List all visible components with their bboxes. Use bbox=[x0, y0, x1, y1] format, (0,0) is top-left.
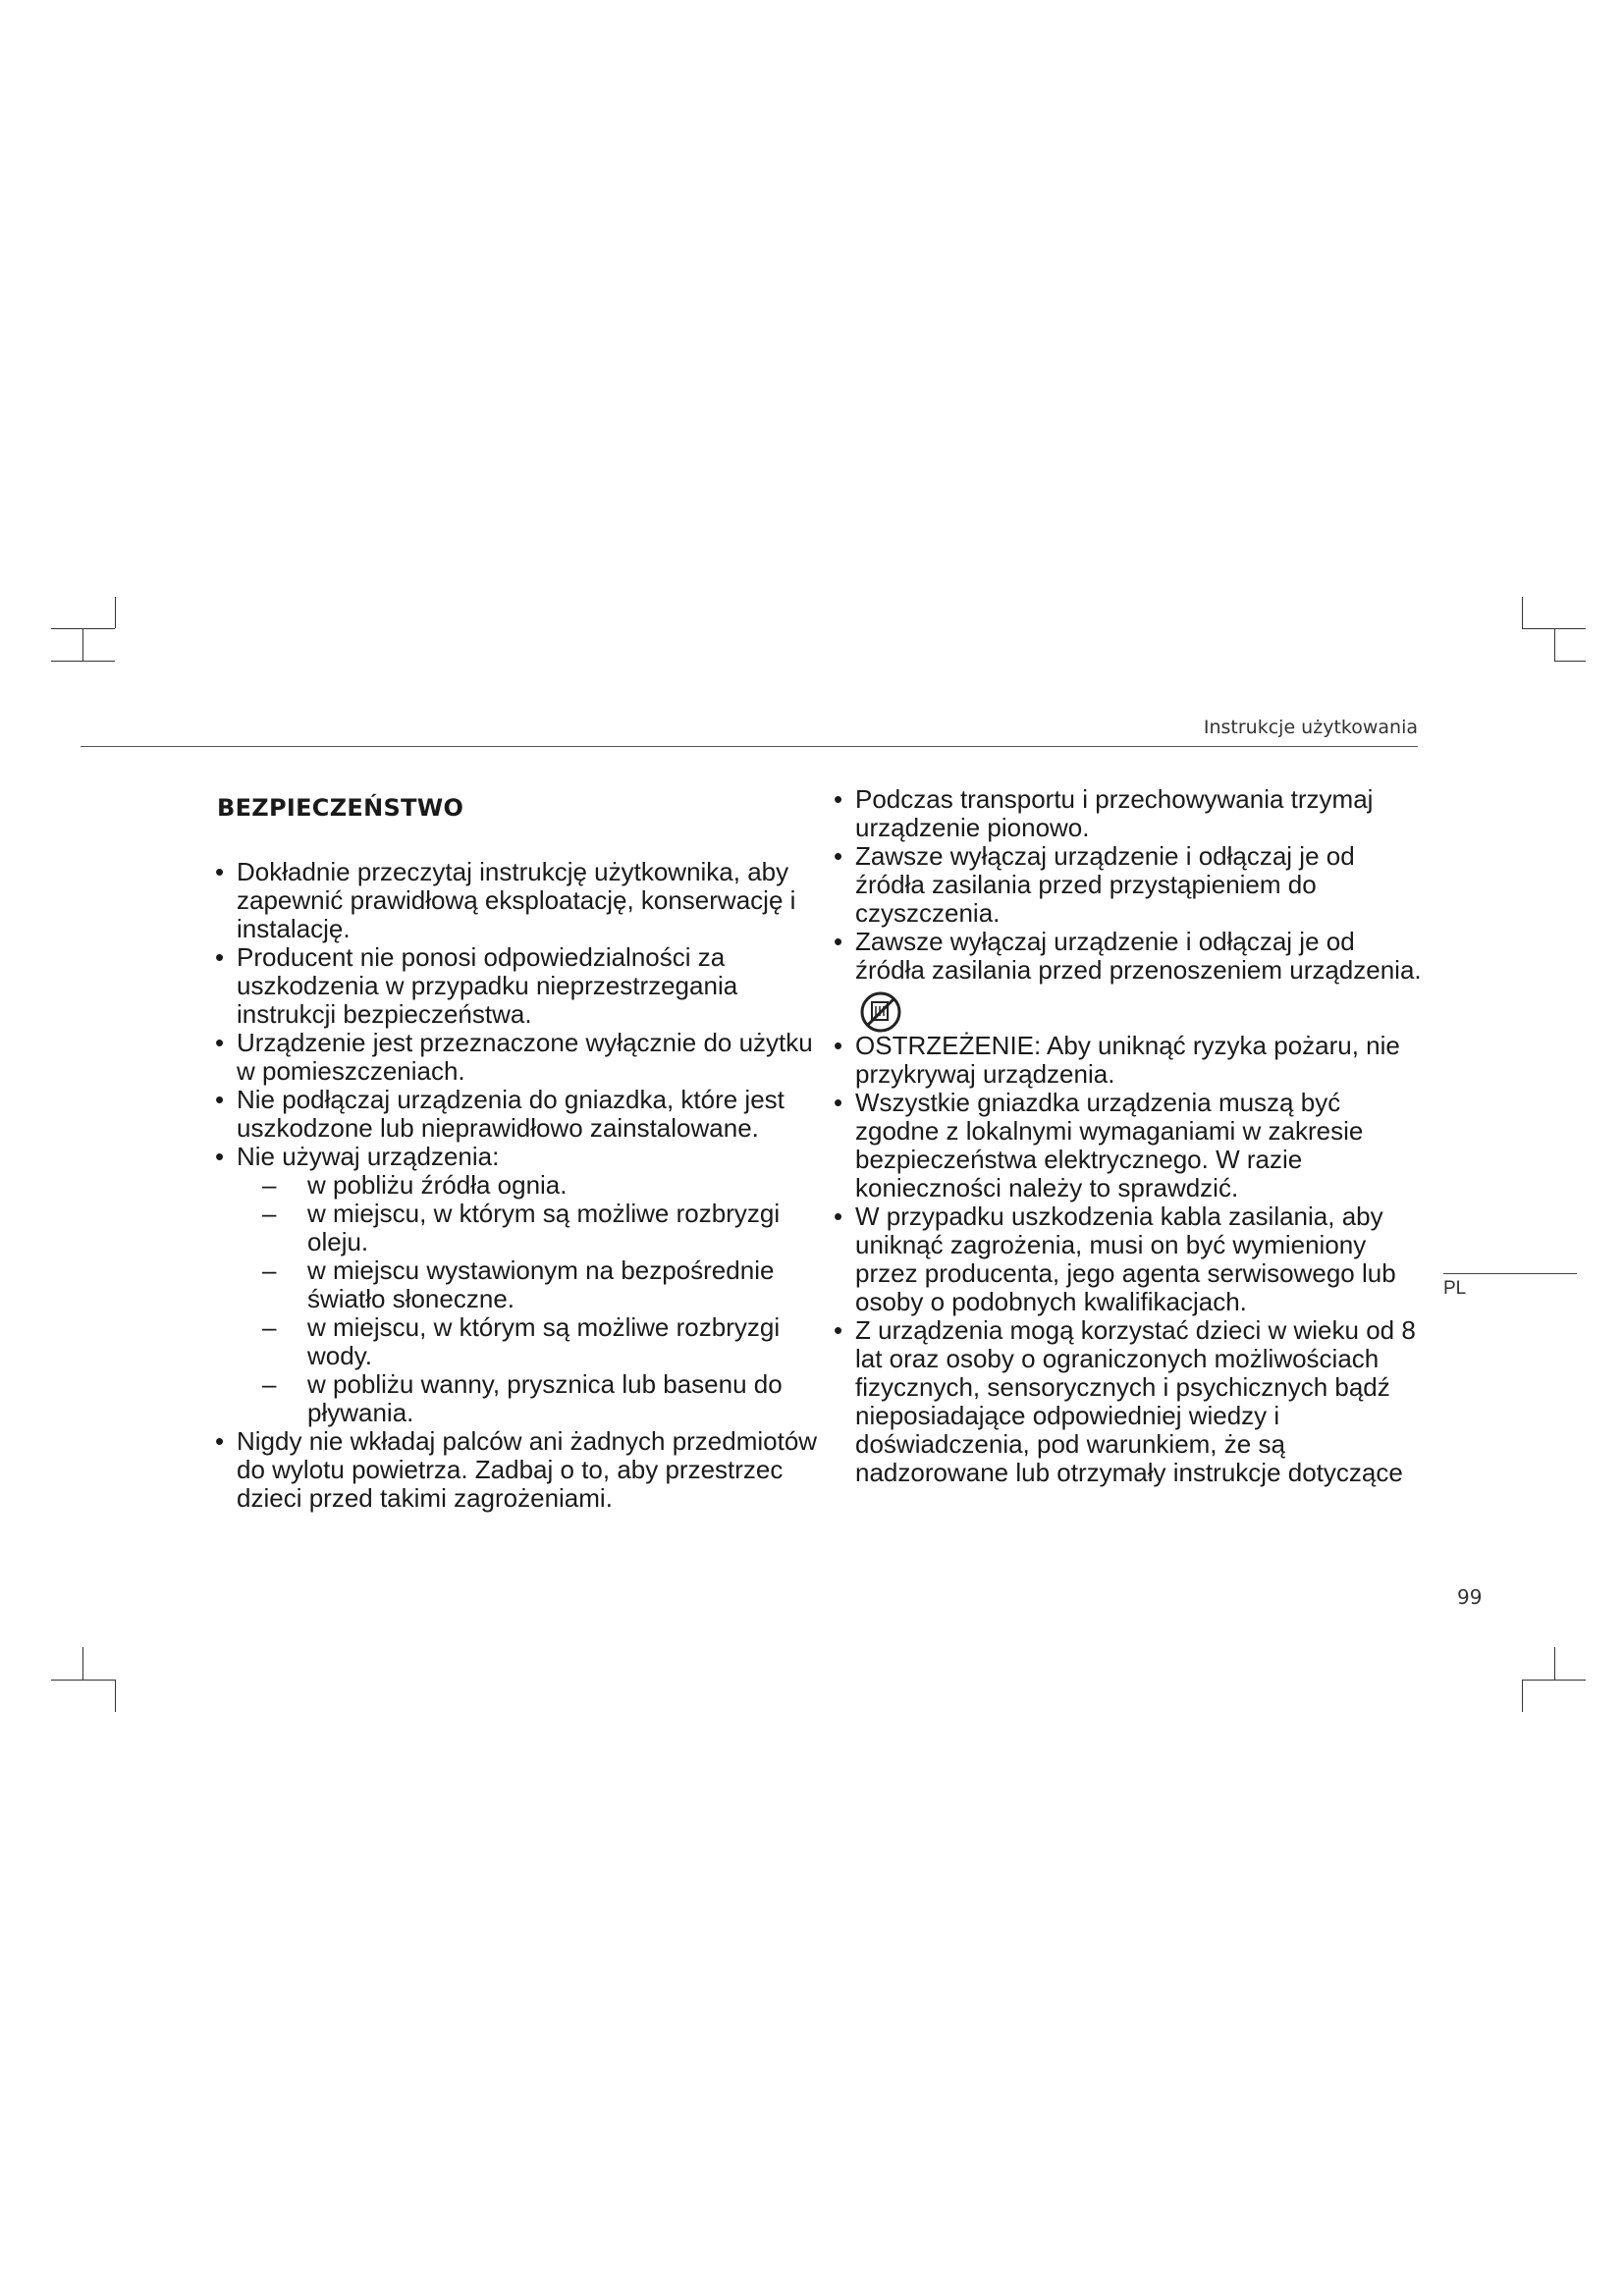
header-divider bbox=[81, 746, 1418, 747]
language-tab: PL bbox=[1443, 1273, 1577, 1300]
crop-mark bbox=[51, 661, 115, 662]
crop-mark bbox=[1554, 628, 1555, 662]
list-item: • Dokładnie przeczytaj instrukcję użytkownika, aby zapewnić prawidłową eksploatację, konserwację i instalację. bbox=[211, 858, 820, 943]
list-item-text: Nie używaj urządzenia: bbox=[237, 1142, 500, 1171]
section-title: BEZPIECZEŃSTWO bbox=[217, 794, 464, 822]
list-item bbox=[211, 1143, 820, 1427]
list-item: • Producent nie ponosi odpowiedzialności za uszkodzenia w przypadku nieprzestrzegania instrukcji bezpieczeństwa. bbox=[211, 943, 820, 1029]
sub-list-item: – w pobliżu źródła ognia. bbox=[262, 1171, 820, 1200]
list-item: • Urządzenie jest przeznaczone wyłącznie do użytku w pomieszczeniach. bbox=[211, 1029, 820, 1086]
list-item: • Nie podłączaj urządzenia do gniazdka, które jest uszkodzone lub nieprawidłowo zainstalowane. bbox=[211, 1086, 820, 1143]
list-item: • Z urządzenia mogą korzystać dzieci w wieku od 8 lat oraz osoby o ograniczonych możliwościach fizycznych, sensorycznych i psychicznych bądź nieposiadające odpowiedniej wiedzy i doświadczenia, pod warunkiem, że są nadzorowane lub otrzymały instrukcje dotyczące bbox=[830, 1316, 1429, 1487]
safety-list-right bbox=[830, 785, 1429, 985]
sub-list-item: – w miejscu, w którym są możliwe rozbryzgi wody. bbox=[262, 1313, 820, 1370]
left-column bbox=[211, 785, 820, 1513]
sub-list-item: – w miejscu, w którym są możliwe rozbryzgi oleju. bbox=[262, 1200, 820, 1256]
list-item: • Nigdy nie wkładaj palców ani żadnych przedmiotów do wylotu powietrza. Zadbaj o to, aby przestrzec dzieci przed takimi zagrożeniami. bbox=[211, 1427, 820, 1513]
right-column bbox=[830, 785, 1429, 1487]
crop-mark bbox=[82, 1647, 83, 1680]
list-item: • Zawsze wyłączaj urządzenie i odłączaj je od źródła zasilania przed przenoszeniem urządzenia. bbox=[830, 928, 1429, 985]
list-item: • W przypadku uszkodzenia kabla zasilania, aby uniknąć zagrożenia, musi on być wymieniony przez producenta, jego agenta serwisowego lub osoby o podobnych kwalifikacjach. bbox=[830, 1202, 1429, 1316]
crop-mark bbox=[1522, 1680, 1523, 1712]
crop-mark bbox=[51, 1680, 115, 1681]
crop-mark bbox=[115, 1680, 116, 1712]
crop-mark bbox=[1522, 1680, 1586, 1681]
do-not-cover-icon bbox=[859, 990, 902, 1034]
list-item: • Wszystkie gniazdka urządzenia muszą być zgodne z lokalnymi wymaganiami w zakresie bezpieczeństwa elektrycznego. W razie konieczności należy to sprawdzić. bbox=[830, 1089, 1429, 1202]
crop-mark bbox=[82, 628, 83, 662]
safety-list-right-continued bbox=[830, 1032, 1429, 1487]
page-number: 99 bbox=[1457, 1585, 1483, 1609]
crop-mark bbox=[115, 597, 116, 628]
sub-list-item: – w miejscu wystawionym na bezpośrednie światło słoneczne. bbox=[262, 1256, 820, 1313]
header-title: Instrukcje użytkowania bbox=[1203, 717, 1418, 738]
list-item-warning: • OSTRZEŻENIE: Aby uniknąć ryzyka pożaru, nie przykrywaj urządzenia. bbox=[830, 1032, 1429, 1089]
crop-mark bbox=[1522, 597, 1523, 628]
crop-mark bbox=[1554, 1647, 1555, 1680]
sub-list bbox=[237, 1171, 820, 1427]
safety-list-left bbox=[211, 858, 820, 1513]
list-item: • Podczas transportu i przechowywania trzymaj urządzenie pionowo. bbox=[830, 785, 1429, 842]
list-item: • Zawsze wyłączaj urządzenie i odłączaj je od źródła zasilania przed przystąpieniem do czyszczenia. bbox=[830, 842, 1429, 928]
crop-mark bbox=[1554, 661, 1586, 662]
sub-list-item: – w pobliżu wanny, prysznica lub basenu do pływania. bbox=[262, 1370, 820, 1427]
